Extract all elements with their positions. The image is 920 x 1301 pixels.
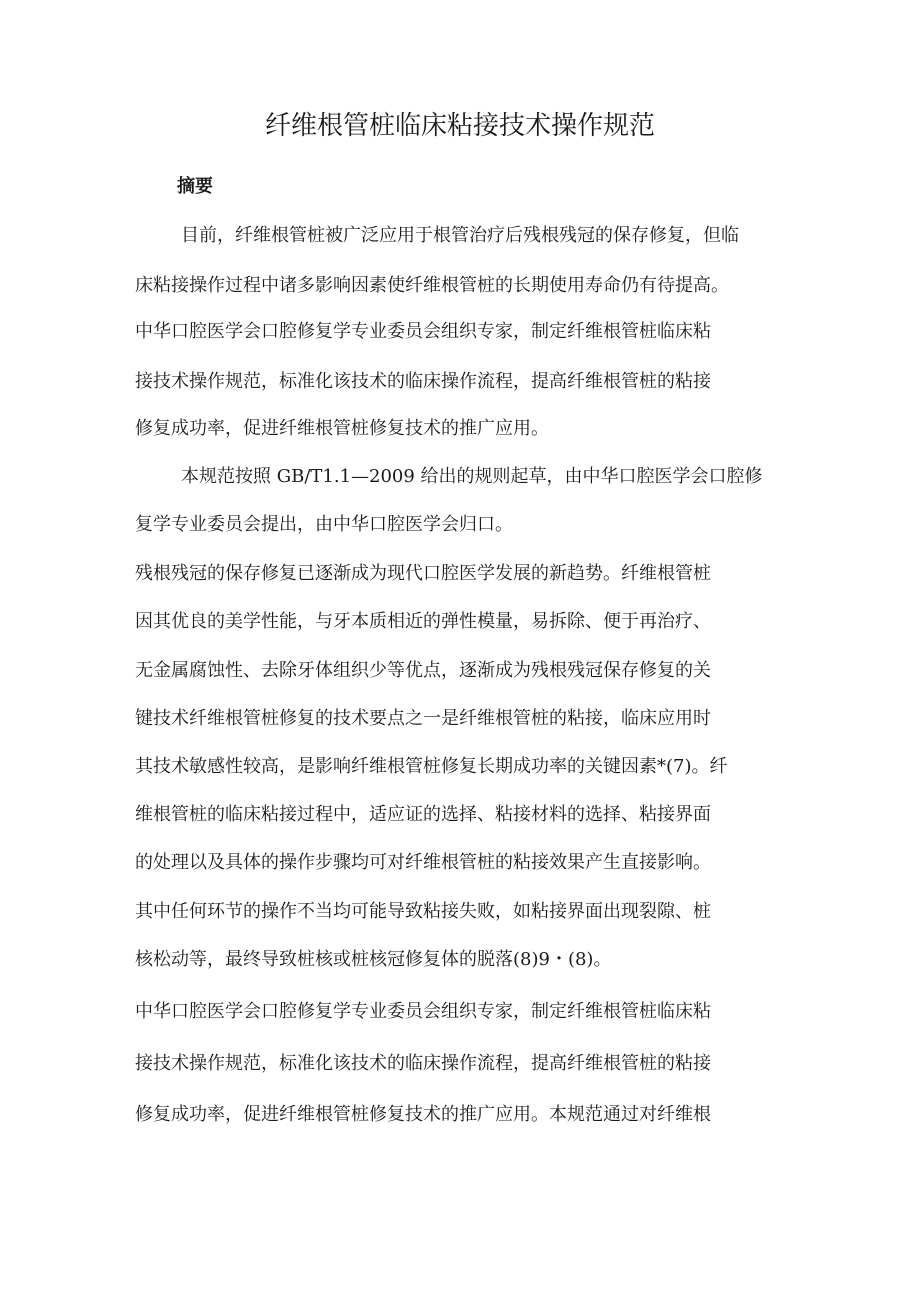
body-line-4: 键技术纤维根管桩修复的技术要点之一是纤维根管桩的粘接，临床应用时 xyxy=(135,708,711,729)
body-line-10: 中华口腔医学会口腔修复学专业委员会组织专家，制定纤维根管桩临床粘 xyxy=(135,1001,711,1022)
document-title: 纤维根管桩临床粘接技术操作规范 xyxy=(264,111,655,141)
body-line-6: 维根管桩的临床粘接过程中，适应证的选择、粘接材料的选择、粘接界面 xyxy=(135,804,711,825)
body-line-5: 其技术敏感性较高，是影响纤维根管桩修复长期成功率的关键因素*(7)。纤 xyxy=(135,756,728,777)
abstract-line-4: 接技术操作规范，标准化该技术的临床操作流程，提高纤维根管桩的粘接 xyxy=(135,371,711,392)
abstract-line-3: 中华口腔医学会口腔修复学专业委员会组织专家，制定纤维根管桩临床粘 xyxy=(135,321,711,342)
body-line-11: 接技术操作规范，标准化该技术的临床操作流程，提高纤维根管桩的粘接 xyxy=(135,1053,711,1074)
body-line-2: 因其优良的美学性能，与牙本质相近的弹性模量，易拆除、便于再治疗、 xyxy=(135,611,711,632)
abstract-line-5: 修复成功率，促进纤维根管桩修复技术的推广应用。 xyxy=(135,418,549,439)
body-line-7: 的处理以及具体的操作步骤均可对纤维根管桩的粘接效果产生直接影响。 xyxy=(135,852,711,873)
body-line-1: 残根残冠的保存修复已逐渐成为现代口腔医学发展的新趋势。纤维根管桩 xyxy=(135,563,711,584)
body-line-3: 无金属腐蚀性、去除牙体组织少等优点，逐渐成为残根残冠保存修复的关 xyxy=(135,660,711,681)
body-line-12: 修复成功率，促进纤维根管桩修复技术的推广应用。本规范通过对纤维根 xyxy=(135,1104,711,1125)
abstract-line-2: 床粘接操作过程中诸多影响因素使纤维根管桩的长期使用寿命仍有待提高。 xyxy=(135,275,729,296)
abstract-line-1: 目前，纤维根管桩被广泛应用于根管治疗后残根残冠的保存修复，但临 xyxy=(181,225,739,246)
body-line-8: 其中任何环节的操作不当均可能导致粘接失败，如粘接界面出现裂隙、桩 xyxy=(135,901,711,922)
standard-line-2: 复学专业委员会提出，由中华口腔医学会归口。 xyxy=(135,514,513,535)
body-line-9: 核松动等，最终导致桩核或桩核冠修复体的脱落(8)9・(8)。 xyxy=(135,949,612,970)
abstract-heading: 摘要 xyxy=(177,176,213,197)
standard-line-1: 本规范按照 GB/T1.1—2009 给出的规则起草，由中华口腔医学会口腔修 xyxy=(181,466,763,487)
